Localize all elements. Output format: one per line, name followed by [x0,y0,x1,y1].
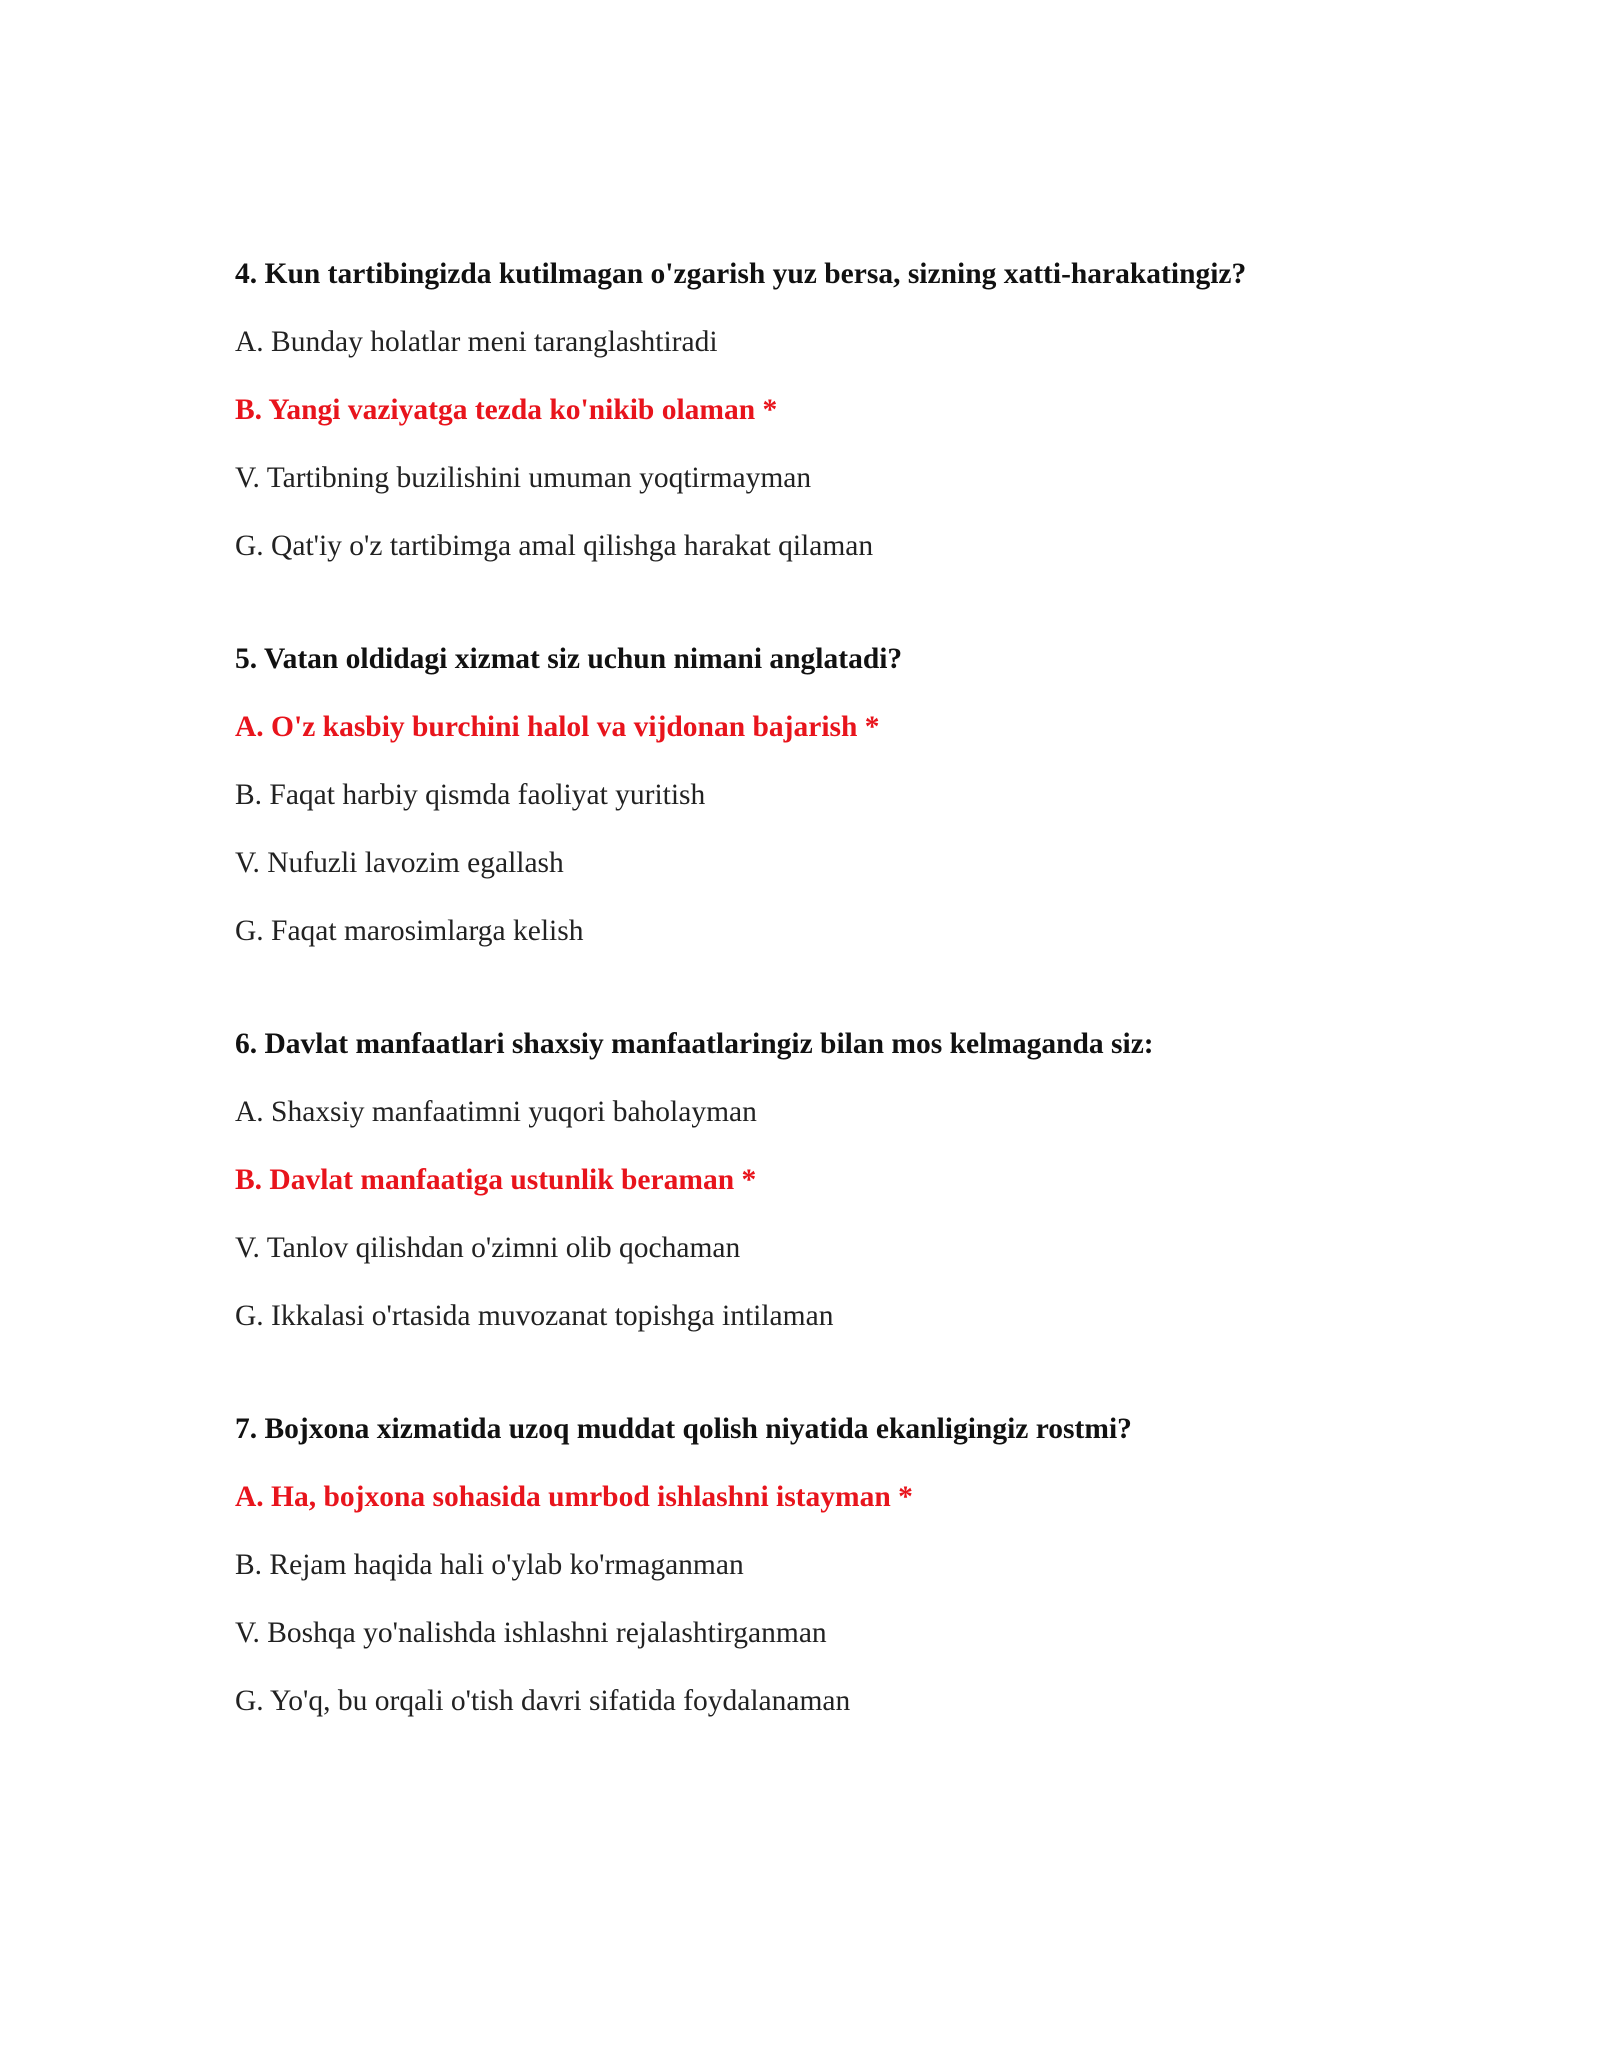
answer-option: B. Faqat harbiy qismda faoliyat yuritish [235,779,706,811]
question-4 [235,252,1435,569]
answer-option: V. Tanlov qilishdan o'zimni olib qochaman [235,1232,741,1264]
question-title: 5. Vatan oldidagi xizmat siz uchun nimani anglatadi? [235,643,903,675]
answer-option: G. Qat'iy o'z tartibimga amal qilishga harakat qilaman [235,530,874,562]
correct-answer-option: B. Yangi vaziyatga tezda ko'nikib olaman * [235,394,778,426]
answer-option: V. Tartibning buzilishini umuman yoqtirmayman [235,462,812,494]
question-title: 7. Bojxona xizmatida uzoq muddat qolish niyatida ekanligingiz rostmi? [235,1413,1132,1445]
answer-option: G. Ikkalasi o'rtasida muvozanat topishga intilaman [235,1300,834,1332]
question-7 [235,1407,1435,1724]
question-title: 4. Kun tartibingizda kutilmagan o'zgarish yuz bersa, sizning xatti-harakatingiz? [235,258,1247,290]
answer-option: G. Faqat marosimlarga kelish [235,915,584,947]
answer-option: V. Boshqa yo'nalishda ishlashni rejalashtirganman [235,1617,827,1649]
answer-option: G. Yo'q, bu orqali o'tish davri sifatida foydalanaman [235,1685,851,1717]
question-6 [235,1022,1435,1339]
correct-answer-option: A. O'z kasbiy burchini halol va vijdonan bajarish * [235,711,880,743]
answer-option: A. Shaxsiy manfaatimni yuqori baholayman [235,1096,757,1128]
answer-option: A. Bunday holatlar meni taranglashtiradi [235,326,718,358]
question-list [235,252,1435,1792]
correct-answer-option: B. Davlat manfaatiga ustunlik beraman * [235,1164,757,1196]
answer-option: V. Nufuzli lavozim egallash [235,847,564,879]
question-title: 6. Davlat manfaatlari shaxsiy manfaatlaringiz bilan mos kelmaganda siz: [235,1028,1154,1060]
question-5 [235,637,1435,954]
correct-answer-option: A. Ha, bojxona sohasida umrbod ishlashni istayman * [235,1481,913,1513]
answer-option: B. Rejam haqida hali o'ylab ko'rmaganman [235,1549,744,1581]
